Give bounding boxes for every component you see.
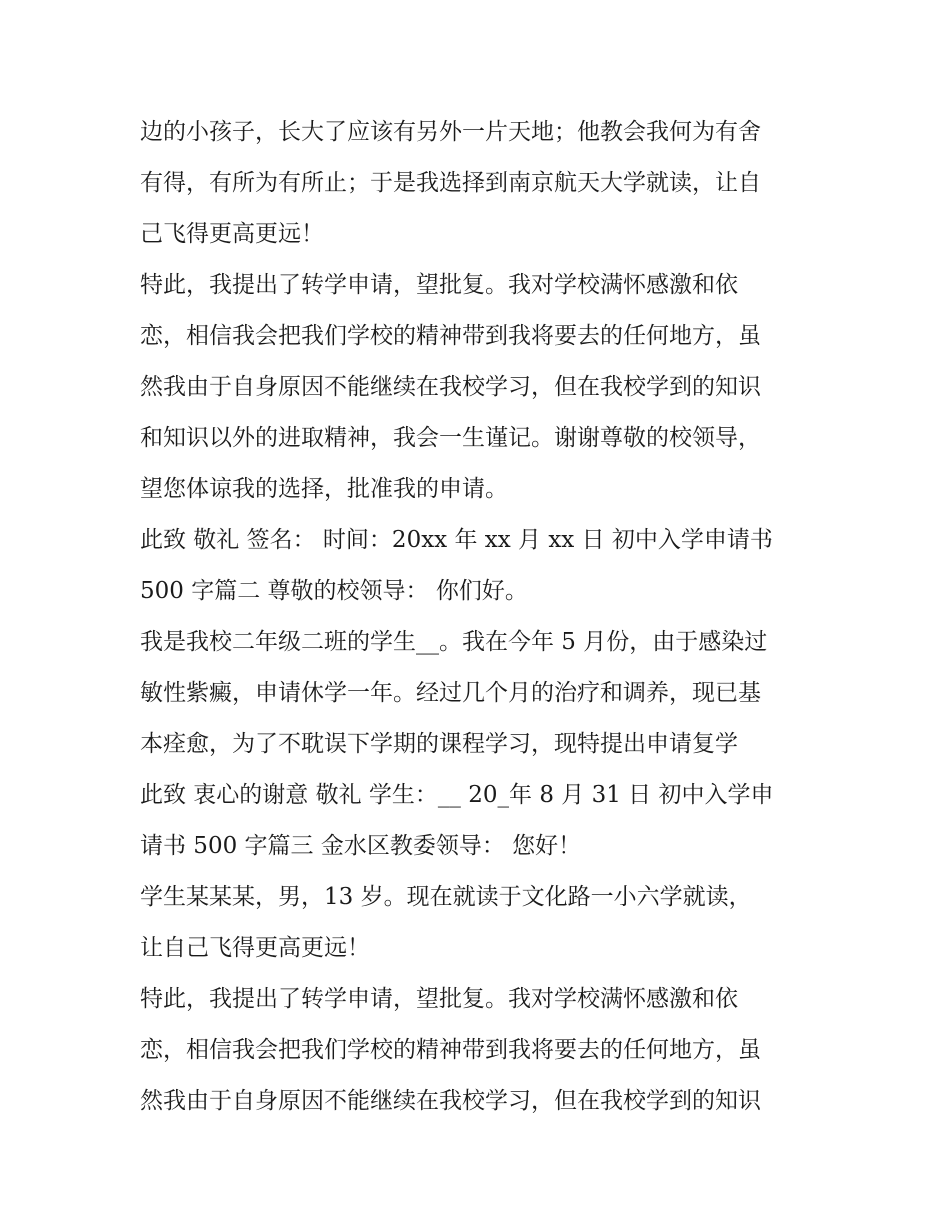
text-line: 己飞得更高更远！ bbox=[140, 221, 324, 247]
text-line: 边的小孩子，长大了应该有另外一片天地；他教会我何为有舍 bbox=[140, 119, 761, 145]
text-line: 望您体谅我的选择，批准我的申请。 bbox=[140, 476, 508, 502]
text-line: 然我由于自身原因不能继续在我校学习，但在我校学到的知识 bbox=[140, 374, 761, 400]
text-line: 敏性紫癜，申请休学一年。经过几个月的治疗和调养，现已基 bbox=[140, 680, 761, 706]
text-line: 请书 500 字篇三 金水区教委领导： 您好！ bbox=[140, 833, 582, 859]
text-line: 恋，相信我会把我们学校的精神带到我将要去的任何地方，虽 bbox=[140, 323, 761, 349]
text-line: 我是我校二年级二班的学生__。我在今年 5 月份，由于感染过 bbox=[140, 629, 768, 655]
text-line: 特此，我提出了转学申请，望批复。我对学校满怀感激和依 bbox=[140, 986, 738, 1012]
text-line: 特此，我提出了转学申请，望批复。我对学校满怀感激和依 bbox=[140, 272, 738, 298]
document-body bbox=[140, 107, 820, 1127]
text-line: 然我由于自身原因不能继续在我校学习，但在我校学到的知识 bbox=[140, 1088, 761, 1114]
text-line: 此致 敬礼 签名： 时间：20xx 年 xx 月 xx 日 初中入学申请书 bbox=[140, 527, 773, 553]
text-line: 学生某某某，男，13 岁。现在就读于文化路一小六学就读， bbox=[140, 884, 752, 910]
text-line: 和知识以外的进取精神，我会一生谨记。谢谢尊敬的校领导， bbox=[140, 425, 761, 451]
text-line: 有得，有所为有所止；于是我选择到南京航天大学就读，让自 bbox=[140, 170, 761, 196]
text-line: 让自己飞得更高更远！ bbox=[140, 935, 370, 961]
text-line: 此致 衷心的谢意 敬礼 学生：__ 20_年 8 月 31 日 初中入学申 bbox=[140, 782, 774, 808]
text-line: 恋，相信我会把我们学校的精神带到我将要去的任何地方，虽 bbox=[140, 1037, 761, 1063]
text-line: 本痊愈，为了不耽误下学期的课程学习，现特提出申请复学 bbox=[140, 731, 738, 757]
text-line: 500 字篇二 尊敬的校领导： 你们好。 bbox=[140, 578, 528, 604]
